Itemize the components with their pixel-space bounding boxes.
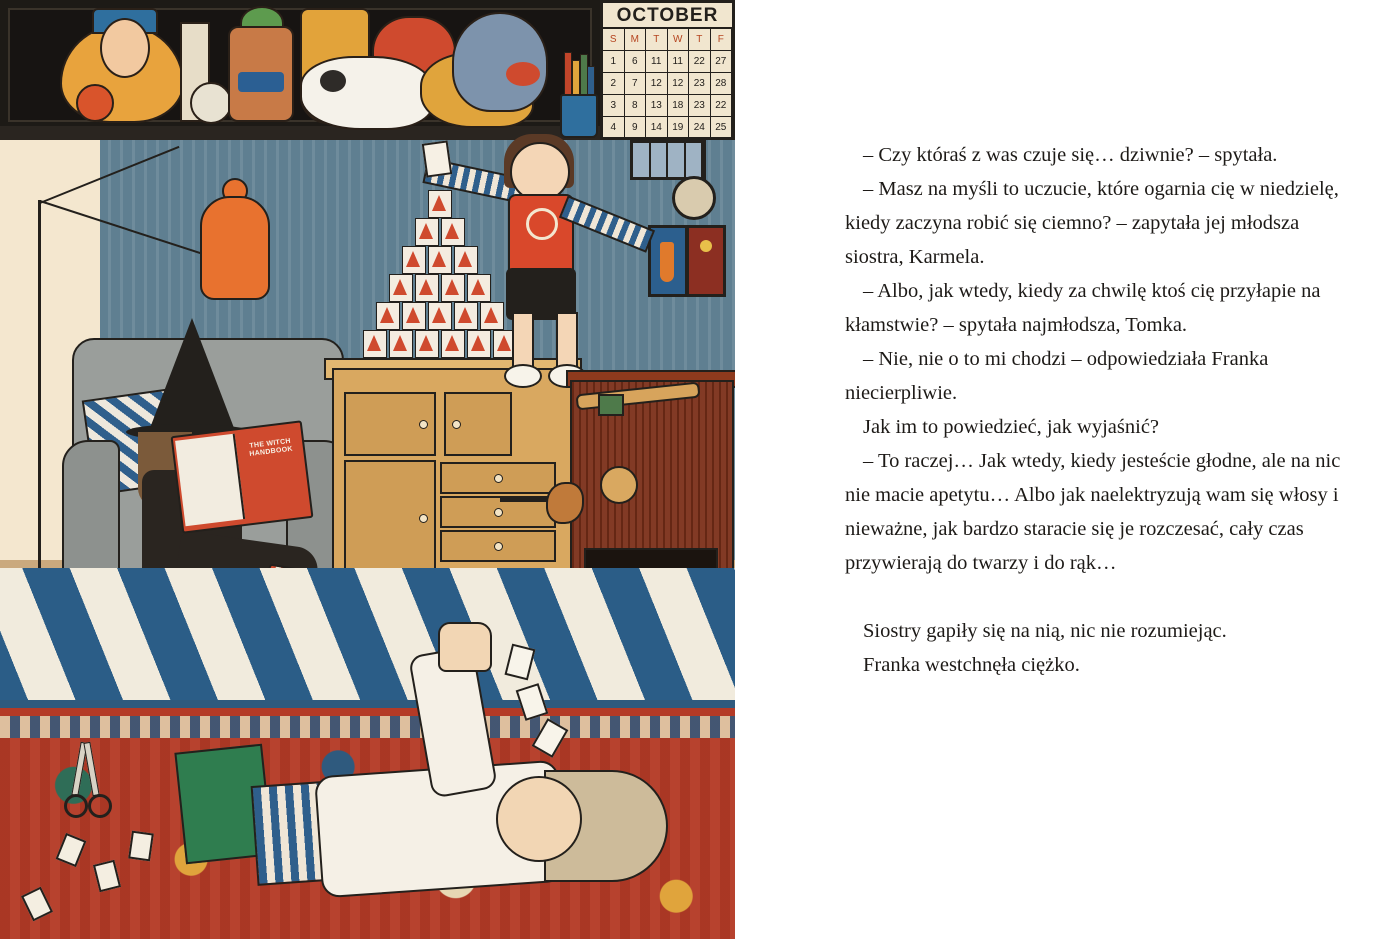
dresser-drawer <box>440 530 556 562</box>
paper-scrap <box>128 831 154 862</box>
radio-dial[interactable] <box>600 466 638 504</box>
girl-standing-leg-right <box>556 312 578 372</box>
playing-card <box>467 274 491 302</box>
flower-picture-frame <box>686 225 726 297</box>
calendar-cell: T <box>689 29 711 51</box>
playing-card <box>441 274 465 302</box>
playing-card <box>454 302 478 330</box>
calendar-cell: 27 <box>711 51 733 73</box>
girl-lying-head <box>496 776 582 862</box>
playing-card <box>441 330 465 358</box>
calendar-cell: 12 <box>668 73 690 95</box>
calendar-cell: 11 <box>646 51 668 73</box>
toy-figure-icon <box>228 26 294 122</box>
calendar-cell: 14 <box>646 117 668 139</box>
calendar-cell: 22 <box>711 95 733 117</box>
girl-standing-shoe-left <box>504 364 542 388</box>
toy-dog-icon <box>300 56 434 130</box>
calendar-cell: 12 <box>646 73 668 95</box>
shelf-ledge <box>0 126 600 140</box>
playing-card <box>428 246 452 274</box>
shirt-emblem-icon <box>526 208 558 240</box>
book-title: THE WITCH HANDBOOK <box>249 437 294 458</box>
story-text <box>845 138 1342 682</box>
calendar-cell: M <box>625 29 647 51</box>
scissors-icon <box>56 742 112 818</box>
story-paragraph: – Masz na myśli to uczucie, które ogarnia cię w niedzielę, kiedy zaczyna robić się ciemno? – zapytała jej młodsza siostra, Karmela. <box>845 178 1339 268</box>
calendar-cell: F <box>711 29 733 51</box>
dresser-door <box>344 392 436 456</box>
calendar-cell: 11 <box>668 51 690 73</box>
calendar-cell: 28 <box>711 73 733 95</box>
playing-card <box>415 274 439 302</box>
playing-card <box>454 246 478 274</box>
lamp-shade <box>200 196 270 300</box>
playing-card <box>389 330 413 358</box>
card-pyramid-row <box>350 274 530 302</box>
witch-hat <box>150 318 234 428</box>
calendar-cell: 3 <box>603 95 625 117</box>
girl-standing-leg-left <box>512 312 534 372</box>
calendar-cell: 9 <box>625 117 647 139</box>
calendar-cell: 8 <box>625 95 647 117</box>
card-pyramid-row <box>350 330 530 358</box>
paragraph-gap <box>845 580 1342 614</box>
calendar-cell: 13 <box>646 95 668 117</box>
pencil-cup <box>560 50 594 138</box>
calendar-cell: 25 <box>711 117 733 139</box>
green-block-icon <box>598 394 624 416</box>
playing-card <box>428 302 452 330</box>
story-paragraph: Jak im to powiedzieć, jak wyjaśnić? <box>863 416 1160 438</box>
blue-elephant-toy-icon <box>452 12 548 112</box>
playing-card <box>428 190 452 218</box>
dresser-door <box>444 392 512 456</box>
story-paragraph: – Czy któraś z was czuje się… dziwnie? – spytała. <box>863 144 1278 166</box>
playing-card <box>415 330 439 358</box>
card-pyramid <box>350 190 530 362</box>
girl-standing-head <box>510 142 570 202</box>
carpet-border <box>0 716 735 738</box>
calendar-cell: 6 <box>625 51 647 73</box>
playing-card <box>441 218 465 246</box>
calendar-cell: T <box>646 29 668 51</box>
toy-ball-icon <box>190 82 232 124</box>
card-pyramid-row <box>350 246 530 274</box>
calendar-cell: 23 <box>689 73 711 95</box>
dresser-door <box>344 460 436 582</box>
photo-strip-frame <box>630 140 706 180</box>
calendar-cell: 19 <box>668 117 690 139</box>
playing-card <box>376 302 400 330</box>
playing-card <box>480 302 504 330</box>
girl-lying-hand <box>438 622 492 672</box>
story-paragraph: – To raczej… Jak wtedy, kiedy jesteście głodne, ale na nic nie macie apetytu… Albo jak naelektryzują wam się włosy i nieważne, jak bardzo staracie się je rozczesać, cały czas przywierają do twarzy i do rąk… <box>845 450 1341 574</box>
story-paragraph: Franka westchnęła ciężko. <box>863 654 1080 676</box>
calendar-cell: 2 <box>603 73 625 95</box>
playing-card <box>467 330 491 358</box>
calendar-cell: 7 <box>625 73 647 95</box>
calendar-cell: 22 <box>689 51 711 73</box>
calendar-cell: 18 <box>668 95 690 117</box>
playing-card <box>402 246 426 274</box>
calendar-cell: W <box>668 29 690 51</box>
oval-frame <box>672 176 716 220</box>
carrot-picture-frame <box>648 225 688 297</box>
held-playing-card <box>422 140 452 177</box>
calendar-cell: 24 <box>689 117 711 139</box>
story-paragraph: Siostry gapiły się na nią, nic nie rozumiejąc. <box>863 620 1227 642</box>
card-pyramid-row <box>350 302 530 330</box>
card-pyramid-row <box>350 218 530 246</box>
calendar-cell: S <box>603 29 625 51</box>
wall-calendar <box>600 0 735 140</box>
book-page <box>175 434 245 527</box>
playing-card <box>415 218 439 246</box>
witch-handbook-book <box>171 420 314 533</box>
story-paragraph: – Albo, jak wtedy, kiedy za chwilę ktoś cię przyłapie na kłamstwie? – spytała najmłodsza, Tomka. <box>845 280 1321 336</box>
calendar-cell: 4 <box>603 117 625 139</box>
playing-card <box>389 274 413 302</box>
violin-icon <box>500 478 580 522</box>
story-paragraph: – Nie, nie o to mi chodzi – odpowiedziała Franka niecierpliwie. <box>845 348 1269 404</box>
playing-card <box>363 330 387 358</box>
calendar-cell: 23 <box>689 95 711 117</box>
calendar-cell: 1 <box>603 51 625 73</box>
cup-icon <box>560 94 598 138</box>
text-page <box>735 0 1400 939</box>
calendar-title: OCTOBER <box>603 3 732 29</box>
playing-card <box>402 302 426 330</box>
doll-face-icon <box>100 18 150 78</box>
